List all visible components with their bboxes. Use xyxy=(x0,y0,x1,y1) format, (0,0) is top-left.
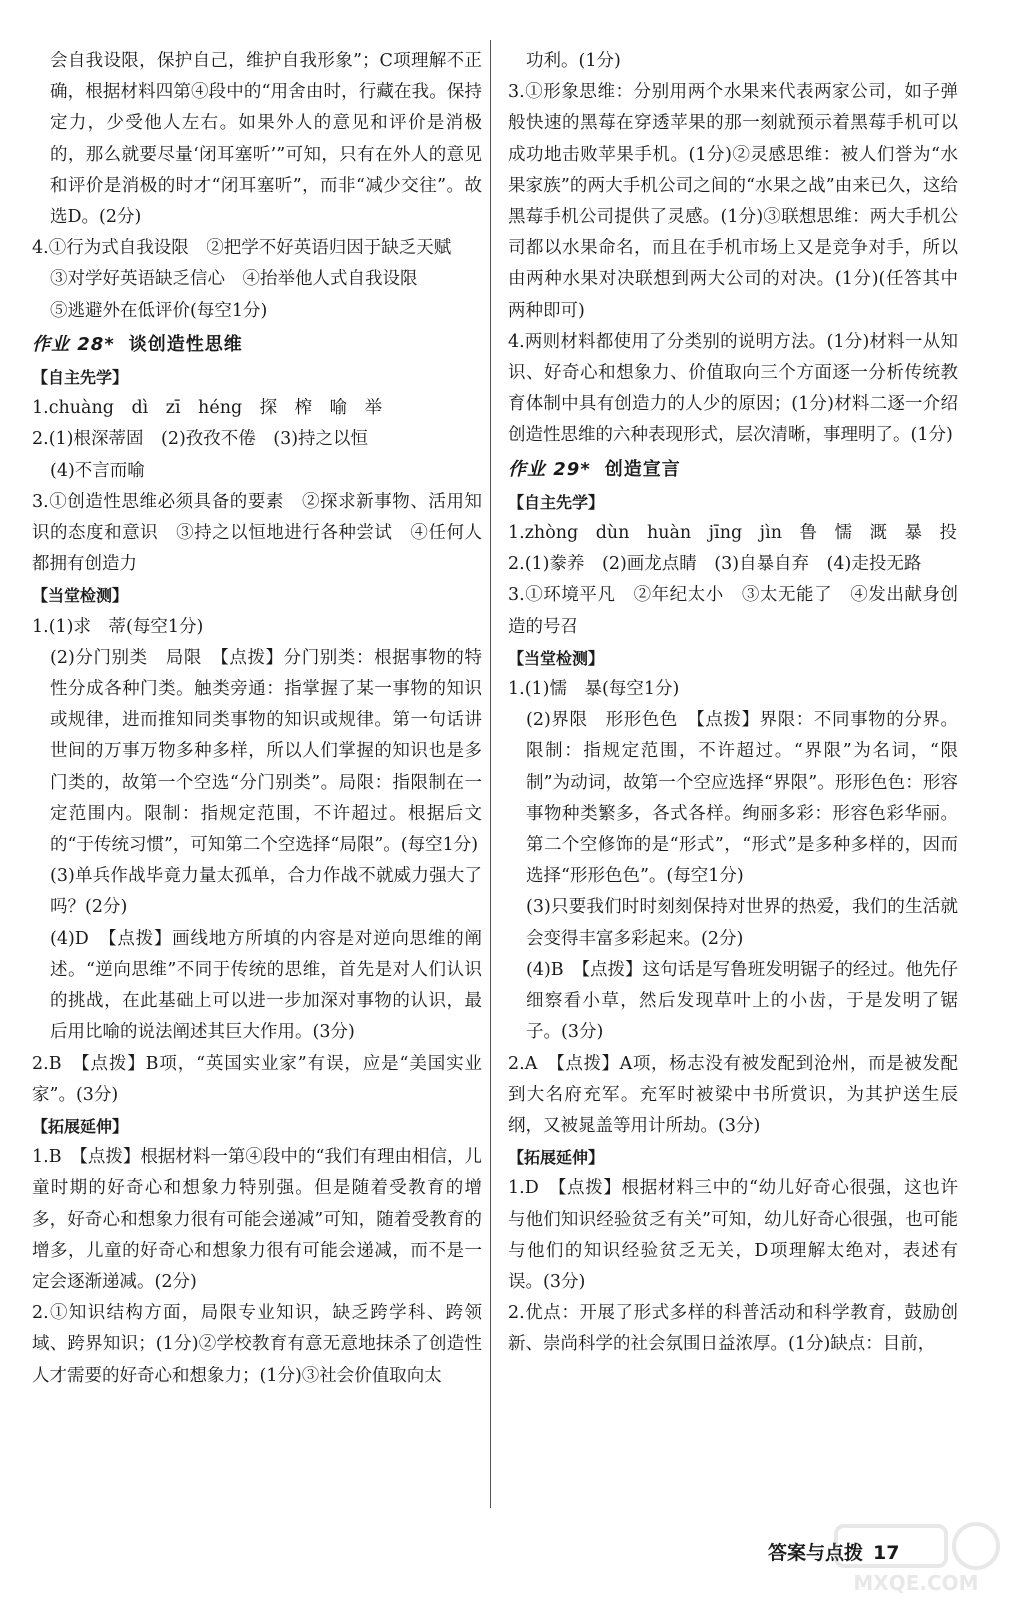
answer-paragraph: 4.两则材料都使用了分类别的说明方法。(1分)材料一从知识、好奇心和想象力、价值取向三个方面逐一分析传统教育体制中具有创造力的人少的原因；(1分)材料二逐一介绍创造性思维的六种表现形式，层次清晰，事理明了。(1分) xyxy=(508,331,958,446)
answer-paragraph: 2.优点：开展了形式多样的科普活动和科学教育，鼓励创新、崇尚科学的社会氛围日益浓厚。(1分)缺点：目前， xyxy=(508,1303,958,1355)
answer-paragraph: ③对学好英语缺乏信心 ④抬举他人式自我设限 xyxy=(50,269,418,290)
answer-paragraph: (3)只要我们时时刻刻保持对世界的热爱，我们的生活就会变得丰富多彩起来。(2分) xyxy=(526,897,958,949)
footer-label: 答案与点拨 xyxy=(768,1542,864,1564)
answer-paragraph: 2.(1)豢养 (2)画龙点睛 (3)自暴自弃 (4)走投无路 xyxy=(508,554,922,575)
answer-paragraph: (2)分门别类 局限 【点拨】分门别类：根据事物的特性分成各种门类。触类旁通：指掌握了某一事物的知识或规律，进而推知同类事物的知识或规律。第一句话讲世间的万事万物多种多样，所以人们掌握的知识也是多门类的，故第一个空选“分门别类”。局限：指限制在一定范围内。限制：指规定范围，不许超过。根据后文的“于传统习惯”，可知第二个空选择“局限”。(每空1分) xyxy=(50,647,482,856)
subsection-tag: 【自主先学】 xyxy=(508,492,605,512)
answer-paragraph: 3.①形象思维：分别用两个水果来代表两家公司，如子弹般快速的黑莓在穿透苹果的那一刻就预示着黑莓手机可以成功地击败苹果手机。(1分)②灵感思维：被人们誉为“水果家族”的两大手机公司之间的“水果之战”由来已久，这给黑莓手机公司提供了灵感。(1分)③联想思维：两大手机公司都以水果命名，而且在手机市场上又是竞争对手，所以由两种水果对决联想到两大公司的对决。(1分)(任答其中两种即可) xyxy=(508,82,958,321)
answer-paragraph: 1.B 【点拨】根据材料一第④段中的“我们有理由相信，儿童时期的好奇心和想象力特别强。但是随着受教育的增多，好奇心和想象力很有可能会递减”可知，随着受教育的增多，儿童的好奇心和想象力很有可能会递减，而不是一定会逐渐递减。(2分) xyxy=(32,1147,482,1292)
answer-paragraph: ⑤逃避外在低评价(每空1分) xyxy=(50,300,268,321)
answer-paragraph: 功利。(1分) xyxy=(526,51,621,71)
watermark-logo xyxy=(826,1518,1006,1598)
answer-paragraph: 4.①行为式自我设限 ②把学不好英语归因于缺乏天赋 xyxy=(32,238,452,259)
section-title: 谈创造性思维 xyxy=(128,333,243,355)
answer-paragraph: 会自我设限，保护自己，维护自我形象”；C项理解不正确，根据材料四第④段中的“用舍由时，行藏在我。保持定力，少受他人左右。如果外人的意见和评价是消极的，那么就要尽量‘闭耳塞听’”可知，只有在外人的意见和评价是消极的时才“闭耳塞听”，而非“减少交往”。故选D。(2分) xyxy=(50,51,482,228)
assignment-number: 作业 28* xyxy=(32,333,115,355)
answer-paragraph: 2.B 【点拨】B项，“英国实业家”有误，应是“美国实业家”。(3分) xyxy=(32,1053,482,1105)
column-divider xyxy=(490,40,491,1508)
answer-paragraph: 1.D 【点拨】根据材料三中的“幼儿好奇心很强，这也许与他们知识经验贫乏有关”可知，幼儿好奇心很强，也可能与他们的知识经验贫乏无关，D项理解太绝对，表述有误。(3分) xyxy=(508,1178,958,1292)
answer-paragraph: 2.A 【点拨】A项，杨志没有被发配到沧州，而是被发配到大名府充军。充军时被梁中书所赏识，为其护送生辰纲，又被晁盖等用计所劫。(3分) xyxy=(508,1053,958,1136)
answer-paragraph: 3.①环境平凡 ②年纪太小 ③太无能了 ④发出献身创造的号召 xyxy=(508,585,958,637)
assignment-number: 作业 29* xyxy=(508,458,591,480)
section-title: 创造宣言 xyxy=(604,458,681,480)
section-heading xyxy=(508,454,958,485)
answer-paragraph: 3.①创造性思维必须具备的要素 ②探求新事物、活用知识的态度和意识 ③持之以恒地进行各种尝试 ④任何人都拥有创造力 xyxy=(32,491,482,575)
answer-paragraph: (4)B 【点拨】这句话是写鲁班发明锯子的经过。他先仔细察看小草，然后发现草叶上的小齿，于是发明了锯子。(3分) xyxy=(526,959,958,1043)
right-column xyxy=(508,46,958,1361)
page-number: 17 xyxy=(873,1542,900,1564)
answer-paragraph: (4)不言而喻 xyxy=(50,460,145,481)
answer-paragraph: 1.chuàng dì zī héng 探 榨 喻 举 xyxy=(32,398,383,419)
answer-paragraph: 2.(1)根深蒂固 (2)孜孜不倦 (3)持之以恒 xyxy=(32,429,369,450)
answer-paragraph: (2)界限 形形色色 【点拨】界限：不同事物的分界。限制：指规定范围，不许超过。“界限”为名词，“限制”为动词，故第一个空应选择“界限”。形形色色：形容事物种类繁多，各式各样。绚丽多彩：形容色彩华丽。第二个空修饰的是“形式”，“形式”是多种多样的，因而选择“形形色色”。(每空1分) xyxy=(526,710,958,887)
subsection-tag: 【拓展延伸】 xyxy=(32,1116,129,1136)
answer-paragraph: 1.(1)懦 暴(每空1分) xyxy=(508,679,680,700)
subsection-tag: 【拓展延伸】 xyxy=(508,1148,605,1168)
left-column xyxy=(32,46,482,1392)
answer-paragraph: 1.(1)求 蒂(每空1分) xyxy=(32,616,204,637)
subsection-tag: 【当堂检测】 xyxy=(508,648,605,668)
section-heading xyxy=(32,329,482,360)
answer-paragraph: 1.zhòng dùn huàn jīng jìn 鲁 懦 溉 暴 投 xyxy=(508,523,957,544)
answer-paragraph: (4)D 【点拨】画线地方所填的内容是对逆向思维的阐述。“逆向思维”不同于传统的思维，首先是对人们认识的挑战，在此基础上可以进一步加深对事物的认识，最后用比喻的说法阐述其巨大作用。(3分) xyxy=(50,928,482,1043)
svg-text:MXQE.COM: MXQE.COM xyxy=(853,1571,979,1595)
subsection-tag: 【自主先学】 xyxy=(32,368,129,388)
subsection-tag: 【当堂检测】 xyxy=(32,586,129,606)
answer-paragraph: 2.①知识结构方面，局限专业知识，缺乏跨学科、跨领域、跨界知识；(1分)②学校教育有意无意地抹杀了创造性人才需要的好奇心和想象力；(1分)③社会价值取向太 xyxy=(32,1303,482,1386)
answer-paragraph: (3)单兵作战毕竟力量太孤单，合力作战不就威力强大了吗？(2分) xyxy=(50,866,482,918)
